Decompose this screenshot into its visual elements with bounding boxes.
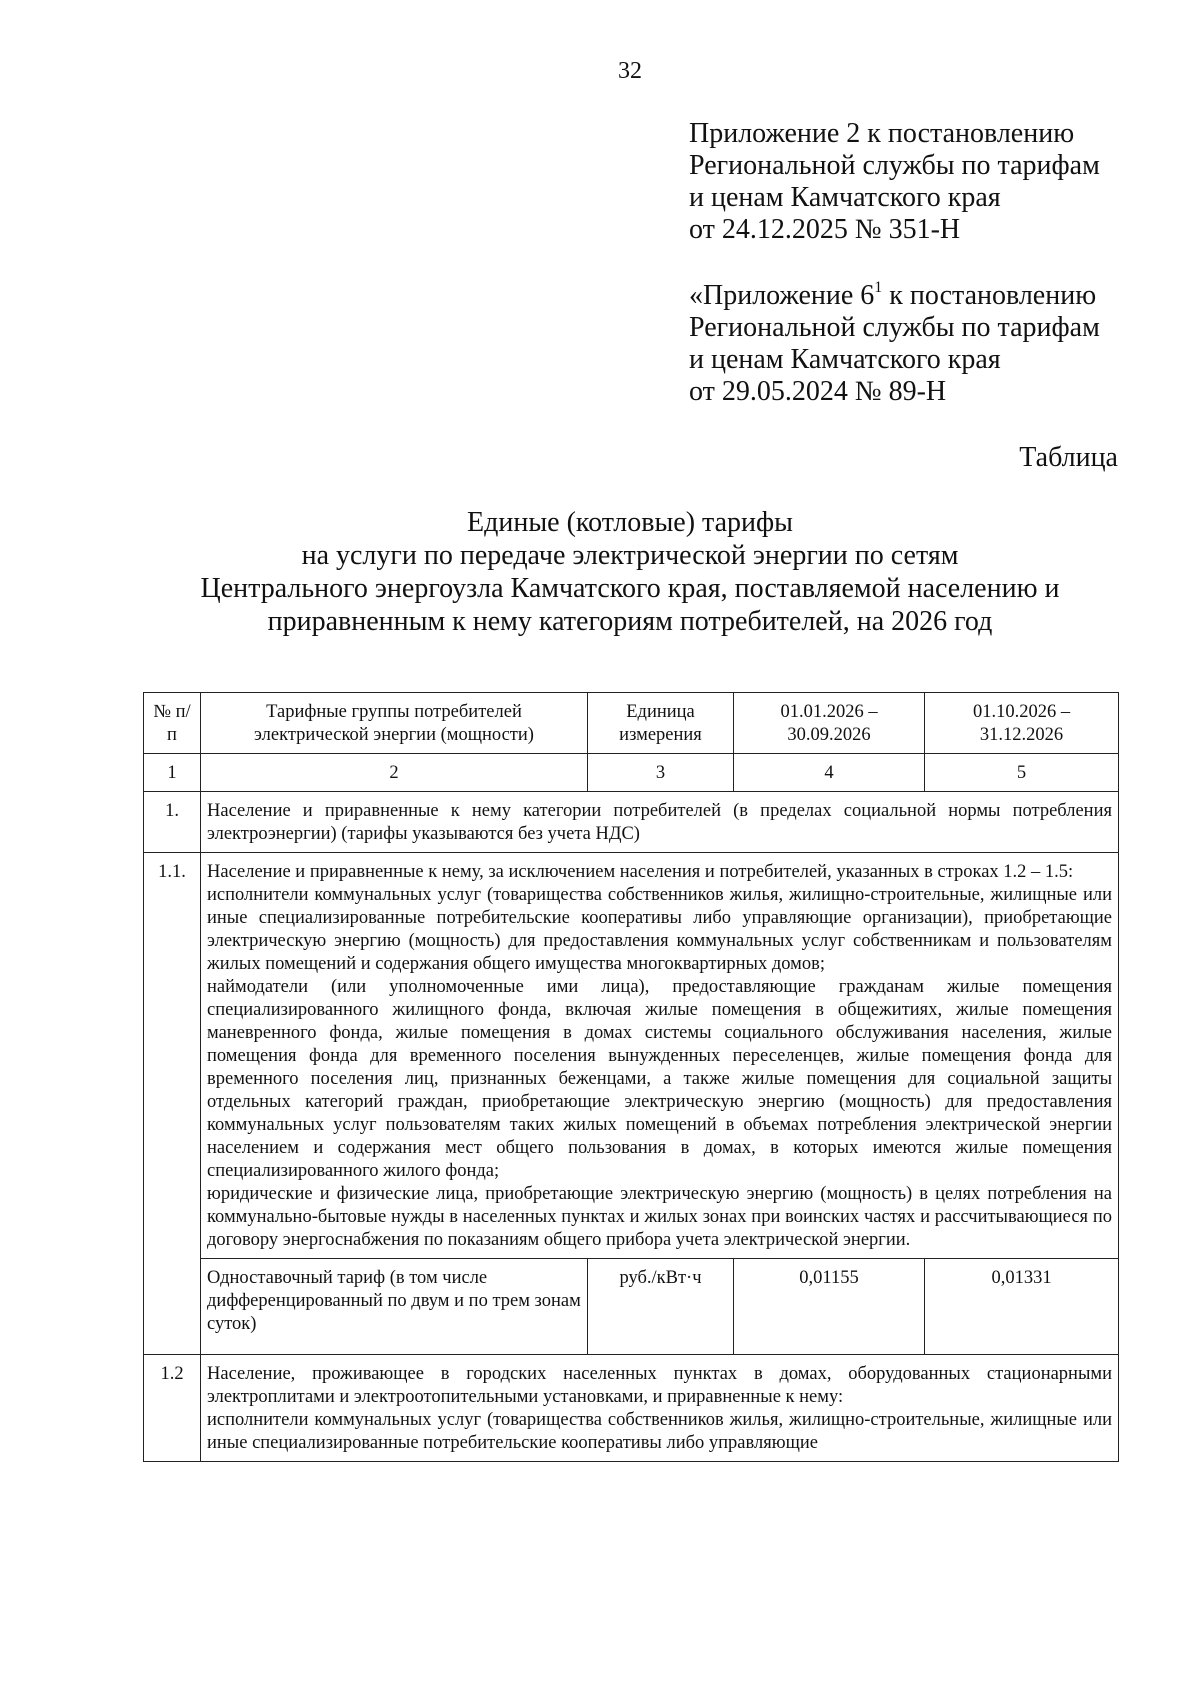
row-paragraph: юридические и физические лица, приобретающие электрическую энергию (мощность) в целях потребления на коммунально-бытовые нужды в населенных пунктах и жилых зонах при воинских частях и рассчитывающиеся по договору энергоснабжения по показаниям общего прибора учета электрической энергии.	[207, 1184, 1112, 1250]
table-label: Таблица	[1019, 442, 1118, 473]
appendix-reference-original	[689, 280, 1100, 408]
appendix-line: от 24.12.2025 № 351-Н	[689, 214, 961, 245]
appendix-line: Региональной службы по тарифам	[689, 150, 1100, 181]
row-paragraph: Население, проживающее в городских населенных пунктах в домах, оборудованных стационарными электроплитами и электроотопительными установками, и приравненные к нему:	[207, 1364, 1112, 1407]
column-number: 4	[734, 754, 925, 792]
row-paragraph: наймодатели (или уполномоченные ими лица), предоставляющие гражданам жилые помещения специализированного жилищного фонда, включая жилые помещения в общежитиях, жилые помещения маневренного фонда, жилые помещения в домах системы социального обслуживания населения, жилые помещения фонда для временного поселения вынужденных переселенцев, жилые помещения фонда для временного поселения лиц, признанных беженцами, а также жилые помещения для социальной защиты отдельных категорий граждан, приобретающие электрическую энергию (мощность) для предоставления коммунальных услуг пользователям таких жилых помещений в объемах потребления электрической энергии населением и содержания мест общего пользования в домах, в которых имеются жилые помещения специализированного жилого фонда;	[207, 977, 1112, 1181]
column-number-row	[144, 754, 1119, 792]
table-row	[144, 1355, 1119, 1462]
title-line: приравненным к нему категориям потребителей, на 2026 год	[267, 606, 993, 637]
table-header-row	[144, 693, 1119, 754]
appendix-line: от 29.05.2024 № 89-Н	[689, 376, 947, 407]
appendix-line-text: «Приложение 6	[689, 280, 875, 311]
header-period-1: 01.01.2026 – 30.09.2026	[734, 693, 925, 754]
column-number: 1	[144, 754, 201, 792]
header-num: № п/п	[144, 693, 201, 754]
appendix-reference-current	[689, 118, 1100, 246]
column-number: 5	[925, 754, 1119, 792]
row-description	[201, 853, 1119, 1259]
row-number: 1.1.	[144, 853, 201, 1355]
row-description	[201, 1355, 1119, 1462]
header-unit: Единица измерения	[588, 693, 734, 754]
appendix-line: и ценам Камчатского края	[689, 182, 1001, 213]
appendix-line: Приложение 2 к постановлению	[689, 118, 1075, 149]
appendix-line-text: к постановлению	[882, 280, 1097, 311]
document-title	[0, 506, 1200, 638]
tariff-label	[201, 1259, 588, 1355]
row-number: 1.	[144, 792, 201, 853]
tariff-label-text: Одноставочный тариф (в том числе дифференцированный по двум и по трем зонам суток)	[207, 1268, 581, 1334]
appendix-superscript: 1	[874, 279, 883, 296]
row-paragraph: исполнители коммунальных услуг (товарищества собственников жилья, жилищно-строительные, жилищные или иные специализированные потребительские кооперативы либо управляющие	[207, 1410, 1112, 1453]
table-row	[144, 792, 1119, 853]
row-description: Население и приравненные к нему категории потребителей (в пределах социальной нормы потребления электроэнергии) (тарифы указываются без учета НДС)	[201, 792, 1119, 853]
appendix-line: и ценам Камчатского края	[689, 344, 1001, 375]
table-row	[144, 853, 1119, 1259]
tariff-unit: руб./кВт·ч	[588, 1259, 734, 1355]
appendix-line	[689, 280, 1100, 312]
header-period-2: 01.10.2026 – 31.12.2026	[925, 693, 1119, 754]
row-paragraph: исполнители коммунальных услуг (товарищества собственников жилья, жилищно-строительные, жилищные или иные специализированные потребительские кооперативы либо управляющие организации), приобретающие электрическую энергию (мощность) для предоставления коммунальных услуг собственникам и пользователям жилых помещений и содержания общего имущества многоквартирных домов;	[207, 885, 1112, 974]
row-number: 1.2	[144, 1355, 201, 1462]
title-line: Единые (котловые) тарифы	[467, 507, 793, 538]
row-paragraph: Население и приравненные к нему, за исключением населения и потребителей, указанных в строках 1.2 – 1.5:	[207, 862, 1074, 882]
appendix-line: Региональной службы по тарифам	[689, 312, 1100, 343]
column-number: 2	[201, 754, 588, 792]
title-line: на услуги по передаче электрической энергии по сетям	[301, 540, 959, 571]
tariff-value-period-2: 0,01331	[925, 1259, 1119, 1355]
tariff-value-period-1: 0,01155	[734, 1259, 925, 1355]
tariff-table	[143, 692, 1119, 1462]
header-tariff-group: Тарифные группы потребителей электрической энергии (мощности)	[201, 693, 588, 754]
page-number: 32	[618, 58, 642, 84]
column-number: 3	[588, 754, 734, 792]
tariff-row	[144, 1259, 1119, 1355]
title-line: Центрального энергоузла Камчатского края, поставляемой населению и	[200, 573, 1060, 604]
